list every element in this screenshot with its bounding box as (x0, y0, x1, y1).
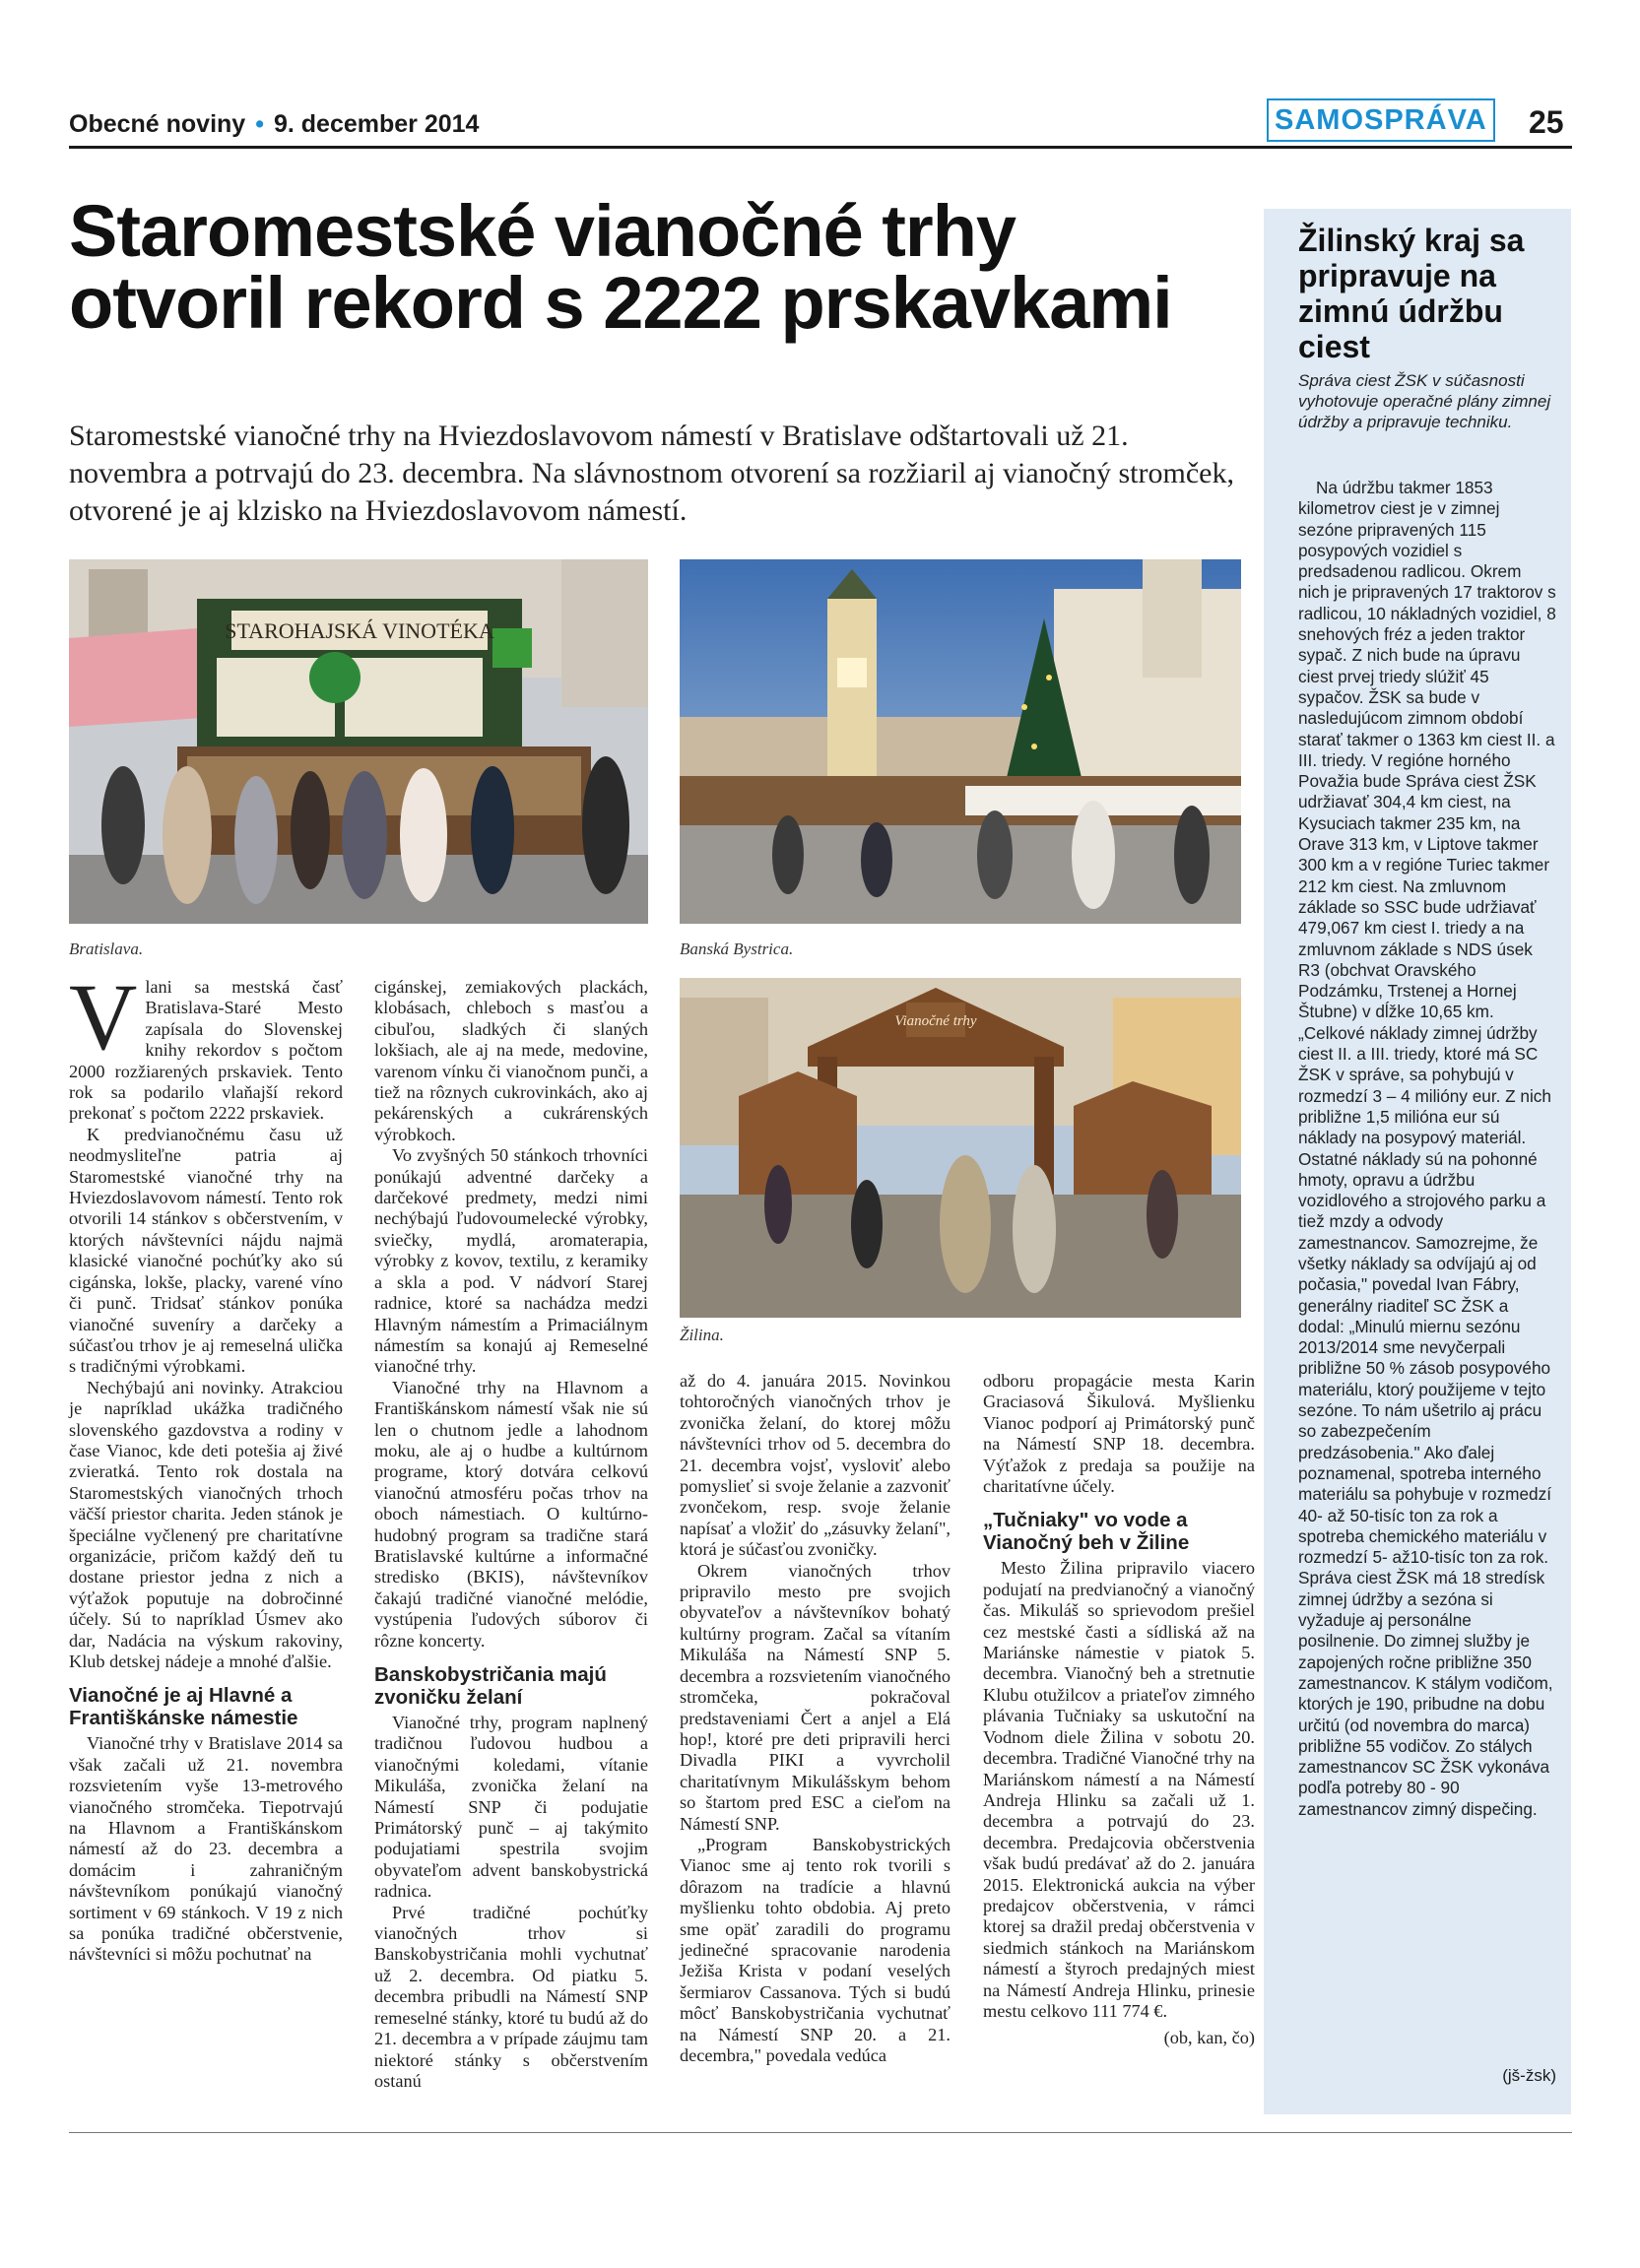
photo-sign-text: STAROHAJSKÁ VINOTÉKA (225, 618, 494, 643)
photo-caption-zilina: Žilina. (680, 1326, 724, 1344)
article-paragraph: K predvianočnému času už neodmysliteľne patria aj Staromestské vianočné trhy na Hviezdoslavovom námestí. Tento rok otvorili 14 stánkov s občerstvením, v ktorých návštevníci nájdu najmä klasické vianočné pochúťky ako sú cigánska, lokše, placky, varené víno či punč. Tridsať stánkov ponúka vianočné suveníry a darčeky a súčasťou trhov je aj remeselná ulička s tradičnými výrobkami. (69, 1124, 343, 1377)
article-headline: Staromestské vianočné trhy otvoril rekord s 2222 prskavkami (69, 190, 1172, 344)
sidebar-intro: Správa ciest ŽSK v súčasnosti vyhotovuje operačné plány zimnej údržby a pripravuje techniku. (1298, 371, 1551, 431)
page-number: 25 (1529, 104, 1564, 140)
article-column-3 (680, 1371, 951, 2066)
publication-header (69, 110, 479, 139)
article-subheading: Vianočné je aj Hlavné a Františkánske námestie (69, 1684, 298, 1730)
article-paragraph: Vianočné trhy v Bratislave 2014 sa však začali už 21. novembra rozsvietením vyše 13-metrového vianočného stromčeka. Tiepotrvajú na Hlavnom a Františkánskom námestí až do 23. decembra a domácim i zahraničným návštevníkom ponúkajú vianočný sortiment v 69 stánkoch. V 19 z nich sa ponúka tradičné občerstvenie, návštevníci si môžu pochutnať na (69, 1733, 343, 1965)
article-signature: (ob, kan, čo) (1163, 2028, 1255, 2048)
sidebar-body (1298, 478, 1556, 1820)
photo-caption-bratislava: Bratislava. (69, 940, 144, 958)
issue-date: 9. december 2014 (273, 110, 480, 138)
article-column-4 (983, 1371, 1255, 2049)
article-paragraph: Okrem vianočných trhov pripravilo mesto pre svojich obyvateľov a návštevníkov bohatý kultúrny program. Začal sa vítaním Mikuláša na Námestí SNP 5. decembra a rozsvietením vianočného stromčeka, pokračoval predstaveniami Čert a anjel a Elá hop!, ktoré pre deti pripravili herci Divadla PIKI a vyvrcholil charitatívnym Mikulášskym behom so štartom pred ESC a cieľom na Námestí SNP. (680, 1560, 951, 1834)
article-paragraph: Mesto Žilina pripravilo viacero podujatí na predvianočný a vianočný čas. Mikuláš so sprievodom prešiel cez mestské časti a sídliská až na Mariánske námestie v piatok 5. decembra. Vianočný beh a stretnutie Klubu otužilcov a priateľov zimného plávania Tučniaky sa uskutoční na Vodnom diele Žilina v sobotu 20. decembra. Tradičné Vianočné trhy na Mariánskom námestí a na Námestí Andreja Hlinku sa začali už 1. decembra a potrvajú do 23. decembra. Predajcovia občerstvenia však budú predávať až do 2. januára 2015. Elektronická aukcia na výber predajcov občerstvenia, v rámci ktorej sa dražil predaj občerstvenia v siedmich stánkoch na Mariánskom námestí a štyroch predajných miest na Námestí Andreja Hlinku, prinesie mestu celkovo 111 774 €. (983, 1558, 1255, 2021)
article-subheading: „Tučniaky" vo vode a Vianočný beh v Žiline (983, 1509, 1190, 1555)
photo-zilina (680, 978, 1241, 1318)
article-paragraph: Vlani sa mestská časť Bratislava-Staré Mesto zapísala do Slovenskej knihy rekordov s počtom 2000 rozžiarených prskaviek. Tento rok sa podarilo vlaňajší rekord prekonať s počtom 2222 prskaviek. (69, 964, 343, 1124)
sidebar-signature: (jš-žsk) (1502, 2066, 1556, 2085)
header-rule (69, 146, 1572, 149)
article-paragraph: Vianočné trhy na Hlavnom a Františkánskom námestí však nie sú len o chutnom jedle a lahodnom moku, ale aj o hudbe a kultúrnom programe, ktorý dotvára celkovú vianočnú atmosféru počas trhov na oboch námestiach. O kultúrno-hudobný program sa tradične stará Bratislavské kultúrne a informačné stredisko (BKIS), návštevníkov čakajú tradičné vianočné melódie, vystúpenia ľudových súborov či rôzne koncerty. (374, 1377, 648, 1651)
footer-rule (69, 2132, 1572, 2133)
article-column-1 (69, 964, 343, 1966)
article-paragraph: odboru propagácie mesta Karin Graciasová Šikulová. Myšlienku Vianoc podporí aj Primátorský punč na Námestí SNP 18. decembra. Výťažok z predaja sa použije na charitatívne účely. (983, 1371, 1255, 1497)
article-paragraph: cigánskej, zemiakových plackách, klobásach, chleboch s masťou a cibuľou, sladkých či slaných lokšiach, ale aj na mede, medovine, varenom vínku či vianočnom punči, a tiež na rôznych cukrovinkách, ako aj pekárenských a cukrárenských výrobkoch. (374, 977, 648, 1144)
drop-cap: V (69, 964, 138, 1069)
article-paragraph: „Program Banskobystrických Vianoc sme aj tento rok tvorili s dôrazom na tradície a hlavnú myšlienku tohto obdobia. Aj preto sme opäť zaradili do programu jedinečné spracovanie narodenia Ježiša Krista v podaní veselých šermiarov Cassanova. Tých si budú môcť Banskobystričania vychutnať na Námestí SNP 20. a 21. decembra," povedala vedúca (680, 1834, 951, 2065)
photo-caption-banska-bystrica: Banská Bystrica. (680, 940, 794, 958)
article-column-2 (374, 977, 648, 2092)
separator-dot: • (255, 110, 264, 138)
article-paragraph: Vianočné trhy, program naplnený tradičnou ľudovou hudbou a vianočnými koledami, vítanie Mikuláša, zvonička želaní na Námestí SNP či podujatie Primátorský punč – aj takýmito podujatiami spestrila svojim obyvateľom advent banskobystrická radnica. (374, 1713, 648, 1902)
sidebar-paragraph: Na údržbu takmer 1853 kilometrov ciest je v zimnej sezóne pripravených 115 posypových vozidiel s predsadenou radlicou. Okrem nich je pripravených 17 traktorov s radlicou, 10 nákladných vozidiel, 8 snehových fréz a jeden traktor sypač. Z nich bude na úpravu ciest prvej triedy slúžiť 45 sypačov. ŽSK sa bude v nasledujúcom zimnom období starať takmer o 1363 km ciest II. a III. triedy. V regióne horného Považia bude Správa ciest ŽSK udržiavať 304,4 km ciest, na Kysuciach takmer 235 km, na Orave 313 km, v Liptove takmer 300 km a v regióne Turiec takmer 212 km ciest. Na zmluvnom základe so SSC bude udržiavať 479,067 km ciest I. triedy a na zmluvnom základe s NDS úsek R3 (obchvat Oravského Podzámku, Trstenej a Hornej Štubne) v dĺžke 10,65 km. (1298, 478, 1556, 1022)
publication-name: Obecné noviny (69, 110, 246, 138)
section-label: SAMOSPRÁVA (1267, 98, 1495, 142)
photo-sign-text: Vianočné trhy (894, 1013, 977, 1029)
photo-bratislava (69, 559, 648, 924)
sidebar-title: Žilinský kraj sa pripravuje na zimnú údržbu ciest (1298, 223, 1525, 364)
sidebar-paragraph: „Celkové náklady zimnej údržby ciest II. a III. triedy, ktoré má SC ŽSK v správe, sa pohybujú v rozmedzí 3 – 4 milióny eur. Z nich približne 1,5 milióna eur sú náklady na posypový materiál. Ostatné náklady sú na pohonné hmoty, opravu a údržbu vozidlového a strojového parku a tiež mzdy a odvody zamestnancov. Samozrejme, že všetky náklady sa odvíjajú aj od počasia," povedal Ivan Fábry, generálny riaditeľ SC ŽSK a dodal: „Minulú miernu sezónu 2013/2014 sme nevyčerpali približne 50 % zásob posypového materiálu, ktorý použijeme v tejto sezóne. To nám ušetrilo aj prácu so zabezpečením predzásobenia." Ako ďalej poznamenal, spotreba interného materiálu sa pohybuje v rozmedzí 40- až 50-tisíc ton za rok a spotreba chemického materiálu v rozmedzí 5- až10-tisíc ton za rok. (1298, 1022, 1551, 1568)
article-subheading: Banskobystričania majú zvoničku želaní (374, 1663, 607, 1709)
article-paragraph: Prvé tradičné pochúťky vianočných trhov si Banskobystričania mohli vychutnať už 2. decembra. Od piatku 5. decembra pribudli na Námestí SNP remeselné stánky, ktoré tu budú až do 21. decembra a v prípade záujmu tam niektoré stánky s občerstvením ostanú (374, 1902, 648, 2091)
article-lead: Staromestské vianočné trhy na Hviezdoslavovom námestí v Bratislave odštartovali už 21. novembra a potrvajú do 23. decembra. Na slávnostnom otvorení sa rozžiaril aj vianočný stromček, otvorené je aj klzisko na Hviezdoslavovom námestí. (69, 420, 1234, 527)
article-paragraph: Nechýbajú ani novinky. Atrakciou je napríklad ukážka tradičného slovenského gazdovstva a rodiny v čase Vianoc, kde deti potešia aj živé zvieratká. Tento rok dostala na Staromestských vianočných trhoch väčší priestor charita. Jeden stánok je špeciálne vyčlenený pre charitatívne organizácie, pričom každý deň tu dostane priestor jedna z nich a výťažok poputuje na dobročinné účely. Sú to napríklad Úsmev ako dar, Nadácia na výskum rakoviny, Klub detskej nádeje a mnohé ďalšie. (69, 1377, 343, 1671)
article-paragraph: až do 4. januára 2015. Novinkou tohtoročných vianočných trhov je zvonička želaní, do ktorej môžu návštevníci trhov od 5. decembra do 21. decembra vojsť, vysloviť alebo pomyslieť si svoje želanie a zazvoniť zvončekom, resp. svoje želanie napísať a vložiť do „zásuvky želaní", ktorá je súčasťou zvoničky. (680, 1371, 951, 1560)
sidebar-paragraph: Správa ciest ŽSK má 18 stredísk zimnej údržby a sezóna si vyžaduje aj personálne posilnenie. Do zimnej služby je zapojených ročne približne 350 zamestnancov. K stálym vodičom, ktorých je 190, pribudne na dobu určitú (od novembra do marca) približne 55 vodičov. Zo stálych zamestnancov SC ŽSK vykonáva podľa potreby 80 - 90 zamestnancov zimný dispečing. (1298, 1568, 1553, 1819)
photo-banska-bystrica (680, 559, 1241, 924)
article-paragraph: Vo zvyšných 50 stánkoch trhovníci ponúkajú adventné darčeky a darčekové predmety, medzi nimi nechýbajú ľudovoumelecké výrobky, sviečky, mydlá, aromaterapia, výrobky z kovov, textilu, z keramiky a skla a pod. V nádvorí Starej radnice, ktoré sa nachádza medzi Hlavným námestím a Primaciálnym námestím sa konajú aj Remeselné vianočné trhy. (374, 1145, 648, 1377)
